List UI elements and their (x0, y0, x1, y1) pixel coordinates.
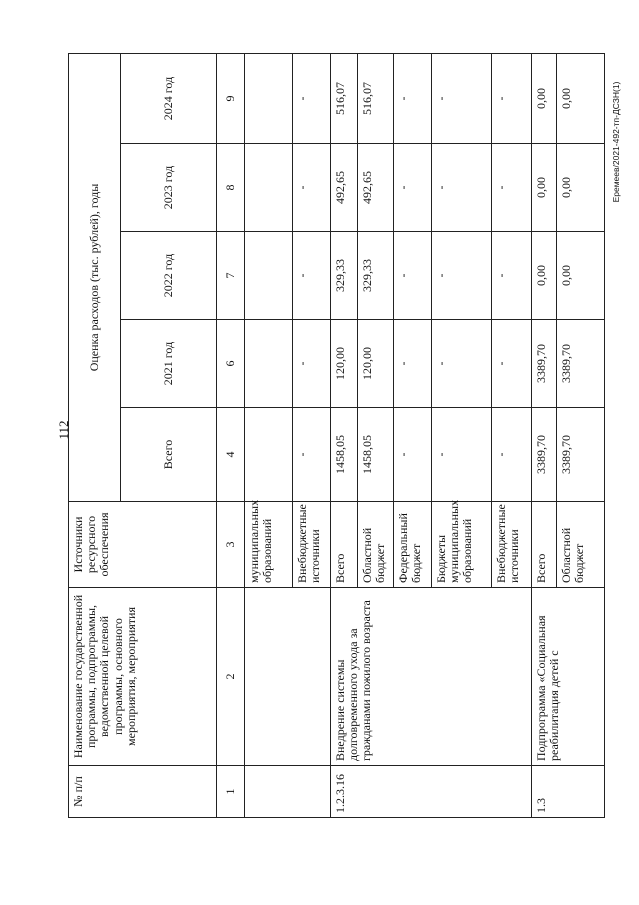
row-2024: 0,00 (557, 53, 605, 143)
header-row-top (69, 53, 121, 817)
header-total: Всего (121, 408, 217, 502)
row-2024: 0,00 (532, 53, 557, 143)
column-number: 9 (217, 53, 245, 143)
row-2024 (245, 53, 293, 143)
row-2023: - (293, 144, 331, 232)
expenditure-table-container (68, 54, 587, 818)
column-number: 6 (217, 320, 245, 408)
page-number: 112 (56, 420, 71, 440)
row-2023: - (492, 144, 532, 232)
row-2022: 329,33 (331, 232, 358, 320)
header-2023: 2023 год (121, 144, 217, 232)
row-2023: - (394, 144, 432, 232)
column-number: 2 (217, 588, 245, 766)
row-2022 (245, 232, 293, 320)
row-name (245, 588, 331, 766)
row-2021: 120,00 (358, 320, 394, 408)
row-2022: - (492, 232, 532, 320)
row-source: Всего (331, 502, 358, 588)
row-2023 (245, 144, 293, 232)
row-2021: - (394, 320, 432, 408)
row-total: - (432, 408, 492, 502)
row-2024: - (394, 53, 432, 143)
row-2021 (245, 320, 293, 408)
column-number: 7 (217, 232, 245, 320)
column-number: 3 (217, 502, 245, 588)
row-total: 3389,70 (557, 408, 605, 502)
row-total: 1458,05 (331, 408, 358, 502)
row-name: Внедрение системы долговременного ухода за гражданами пожилого возраста (331, 588, 532, 766)
header-2022: 2022 год (121, 232, 217, 320)
document-code: Еремеев/2021-492-тп-ДСЗН(1) (611, 81, 621, 203)
row-2023: 492,65 (358, 144, 394, 232)
row-2023: 0,00 (532, 144, 557, 232)
row-number (245, 766, 331, 818)
table-row (331, 53, 358, 817)
row-source: Внебюджетные источники (492, 502, 532, 588)
row-2022: - (293, 232, 331, 320)
row-source: Всего (532, 502, 557, 588)
row-source: Областной бюджет (557, 502, 605, 588)
row-2022: 329,33 (358, 232, 394, 320)
column-number: 8 (217, 144, 245, 232)
row-total: 1458,05 (358, 408, 394, 502)
row-total: - (293, 408, 331, 502)
row-2024: - (492, 53, 532, 143)
row-number: 1.3 (532, 766, 605, 818)
row-number: 1.2.3.16 (331, 766, 532, 818)
row-2022: 0,00 (557, 232, 605, 320)
row-total (245, 408, 293, 502)
row-2022: - (432, 232, 492, 320)
header-2021: 2021 год (121, 320, 217, 408)
row-2022: 0,00 (532, 232, 557, 320)
row-source: Областной бюджет (358, 502, 394, 588)
row-2023: 0,00 (557, 144, 605, 232)
header-name: Наименование государственной программы, подпрограммы, ведомственной целевой программы, основного мероприятия, мероприятия (69, 588, 217, 766)
row-source: Федеральный бюджет (394, 502, 432, 588)
row-total: - (394, 408, 432, 502)
column-number: 4 (217, 408, 245, 502)
row-name: Подпрограмма «Социальная реабилитация детей с (532, 588, 605, 766)
row-2021: - (293, 320, 331, 408)
row-source: Бюджеты муниципальных образований (432, 502, 492, 588)
row-2021: 3389,70 (557, 320, 605, 408)
header-num: № п/п (69, 766, 217, 818)
row-total: - (492, 408, 532, 502)
row-total: 3389,70 (532, 408, 557, 502)
row-2021: - (432, 320, 492, 408)
table-row (245, 53, 293, 817)
row-source: Внебюджетные источники (293, 502, 331, 588)
row-2021: - (492, 320, 532, 408)
header-2024: 2024 год (121, 53, 217, 143)
row-2023: - (432, 144, 492, 232)
row-2021: 3389,70 (532, 320, 557, 408)
row-2024: 516,07 (331, 53, 358, 143)
row-2024: - (432, 53, 492, 143)
column-number-row (217, 53, 245, 817)
row-2024: 516,07 (358, 53, 394, 143)
row-2021: 120,00 (331, 320, 358, 408)
header-expense-group: Оценка расходов (тыс. рублей), годы (69, 53, 121, 501)
table-row (532, 53, 557, 817)
row-2024: - (293, 53, 331, 143)
row-2023: 492,65 (331, 144, 358, 232)
expenditure-table (68, 53, 605, 818)
row-2022: - (394, 232, 432, 320)
column-number: 1 (217, 766, 245, 818)
header-source: Источники ресурсного обеспечения (69, 502, 217, 588)
row-source: муниципальных образований (245, 502, 293, 588)
